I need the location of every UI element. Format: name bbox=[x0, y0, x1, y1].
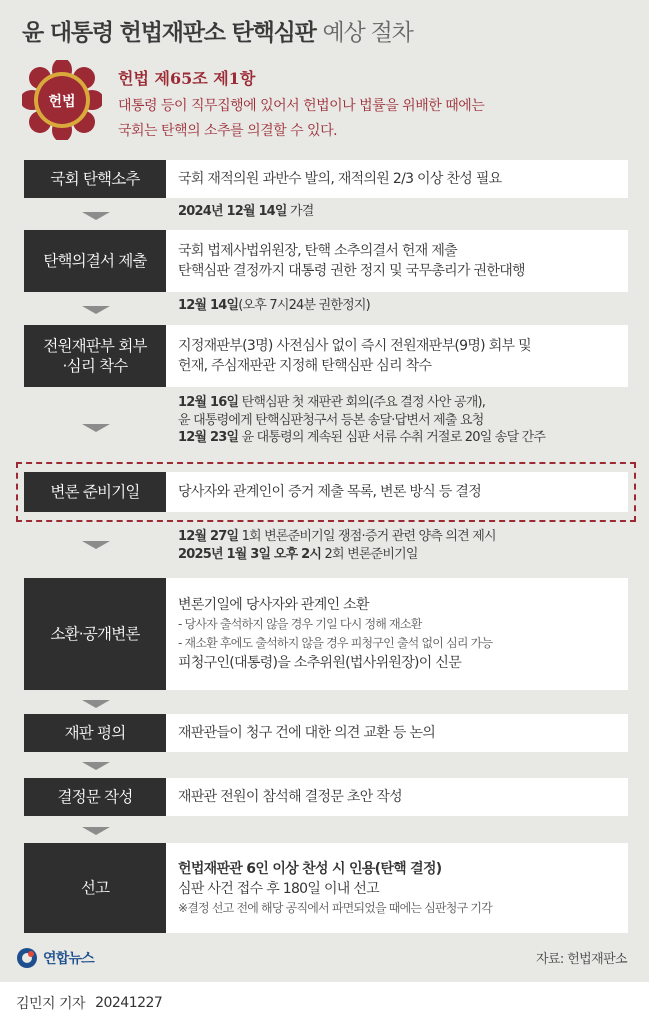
down-arrow-icon bbox=[82, 424, 110, 432]
step-content bbox=[166, 230, 628, 292]
note-date: 2025년 1월 3일 오후 2시 bbox=[178, 546, 322, 562]
step-label: 전원재판부 회부 ·심리 착수 bbox=[24, 325, 166, 387]
step-deliberation bbox=[24, 714, 628, 752]
step-line: 국회 법제사법위원장, 탄핵 소추의결서 헌재 제출 bbox=[178, 242, 457, 259]
note-4 bbox=[178, 528, 496, 563]
page-title bbox=[22, 14, 413, 47]
step-line: 지정재판부(3명) 사전심사 없이 즉시 전원재판부(9명) 회부 및 bbox=[178, 337, 531, 354]
step-preparatory-hearing bbox=[24, 472, 628, 512]
note-date: 12월 14일 bbox=[178, 298, 239, 313]
step-content bbox=[166, 578, 628, 690]
law-line-1: 대통령 등이 직무집행에 있어서 헌법이나 법률을 위배한 때에는 bbox=[118, 98, 485, 114]
step-content bbox=[166, 778, 628, 816]
note-3 bbox=[178, 394, 545, 447]
note-text: 탄핵심판 첫 재판관 회의(주요 결정 사안 공개), bbox=[238, 395, 486, 410]
title-bold: 윤 대통령 헌법재판소 탄핵심판 bbox=[22, 20, 316, 46]
step-line: 탄핵심판 결정까지 대통령 권한 정지 및 국무총리가 권한대행 bbox=[178, 263, 525, 279]
law-line-2: 국회는 탄핵의 소추를 의결할 수 있다. bbox=[118, 123, 338, 139]
step-line: 헌법재판관 6인 이상 찬성 시 인용(탄핵 결정) bbox=[178, 861, 442, 877]
down-arrow-icon bbox=[82, 306, 110, 314]
note-date: 12월 23일 bbox=[178, 430, 239, 446]
step-line: 당사자와 관계인이 증거 제출 목록, 변론 방식 등 결정 bbox=[178, 483, 482, 500]
step-line: 재판관 전원이 참석해 결정문 초안 작성 bbox=[178, 788, 402, 805]
note-date: 12월 27일 bbox=[178, 529, 239, 544]
step-label: 결정문 작성 bbox=[24, 778, 166, 816]
logo-text: 연합뉴스 bbox=[43, 951, 94, 967]
note-date: 2024년 12월 14일 bbox=[178, 204, 287, 219]
down-arrow-icon bbox=[82, 212, 110, 220]
step-subline: - 당사자 출석하지 않을 경우 기일 다시 정해 재소환 bbox=[178, 617, 422, 632]
constitutional-court-emblem-icon bbox=[22, 60, 102, 140]
source-credit: 자료: 헌법재판소 bbox=[535, 952, 627, 967]
emblem-text: 헌법 bbox=[48, 94, 76, 110]
title-light: 예상 절차 bbox=[322, 20, 413, 46]
step-label: 소환·공개변론 bbox=[24, 578, 166, 690]
note-text: 2회 변론준비기일 bbox=[321, 546, 418, 562]
note-1 bbox=[178, 203, 314, 221]
note-text: (오후 7시24분 권한정지) bbox=[238, 298, 370, 313]
step-line: 국회 재적의원 과반수 발의, 재적의원 2/3 이상 찬성 필요 bbox=[178, 170, 502, 187]
step-content bbox=[166, 325, 628, 387]
step-full-bench-referral bbox=[24, 325, 628, 387]
step-impeachment-motion bbox=[24, 160, 628, 198]
step-line: 심판 사건 접수 후 180일 이내 선고 bbox=[178, 881, 380, 898]
step-footnote: ※결정 선고 전에 해당 공직에서 파면되었을 때에는 심판청구 기각 bbox=[178, 900, 492, 915]
step-label: 국회 탄핵소추 bbox=[24, 160, 166, 198]
down-arrow-icon bbox=[82, 700, 110, 708]
step-content bbox=[166, 472, 628, 512]
step-line: 피청구인(대통령)을 소추위원(법사위원장)이 신문 bbox=[178, 654, 462, 671]
reporter-name: 김민지 기자 bbox=[16, 996, 86, 1012]
note-text: 윤 대통령의 계속된 심판 서류 수취 거절로 20일 송달 간주 bbox=[238, 430, 546, 446]
step-label: 탄핵의결서 제출 bbox=[24, 230, 166, 292]
step-label: 변론 준비기일 bbox=[24, 472, 166, 512]
law-title: 헌법 제65조 제1항 bbox=[118, 69, 256, 88]
down-arrow-icon bbox=[82, 827, 110, 835]
down-arrow-icon bbox=[82, 762, 110, 770]
step-content bbox=[166, 843, 628, 933]
down-arrow-icon bbox=[82, 541, 110, 549]
step-line: 재판관들이 청구 건에 대한 의견 교환 등 논의 bbox=[178, 724, 436, 741]
step-summons-public-hearing bbox=[24, 578, 628, 690]
step-label: 선고 bbox=[24, 843, 166, 933]
step-label: 재판 평의 bbox=[24, 714, 166, 752]
byline bbox=[0, 982, 649, 1024]
step-line: 헌재, 주심재판관 지정해 탄핵심판 심리 착수 bbox=[178, 358, 432, 374]
step-resolution-submission bbox=[24, 230, 628, 292]
note-2 bbox=[178, 297, 370, 315]
step-verdict bbox=[24, 843, 628, 933]
note-text: 윤 대통령에게 탄핵심판청구서 등본 송달·답변서 제출 요청 bbox=[178, 412, 484, 428]
step-decision-drafting bbox=[24, 778, 628, 816]
step-subline: - 재소환 후에도 출석하지 않을 경우 피청구인 출석 없이 심리 가능 bbox=[178, 636, 493, 650]
publish-date: 20241227 bbox=[95, 995, 163, 1011]
note-text: 가결 bbox=[286, 204, 314, 219]
step-line: 변론기일에 당사자와 관계인 소환 bbox=[178, 597, 369, 614]
step-content bbox=[166, 714, 628, 752]
note-text: 1회 변론준비기일 쟁점·증거 관련 양측 의견 제시 bbox=[238, 529, 496, 544]
step-content bbox=[166, 160, 628, 198]
yonhap-logo-icon bbox=[16, 947, 38, 969]
note-date: 12월 16일 bbox=[178, 395, 239, 410]
yonhap-logo bbox=[16, 946, 94, 970]
